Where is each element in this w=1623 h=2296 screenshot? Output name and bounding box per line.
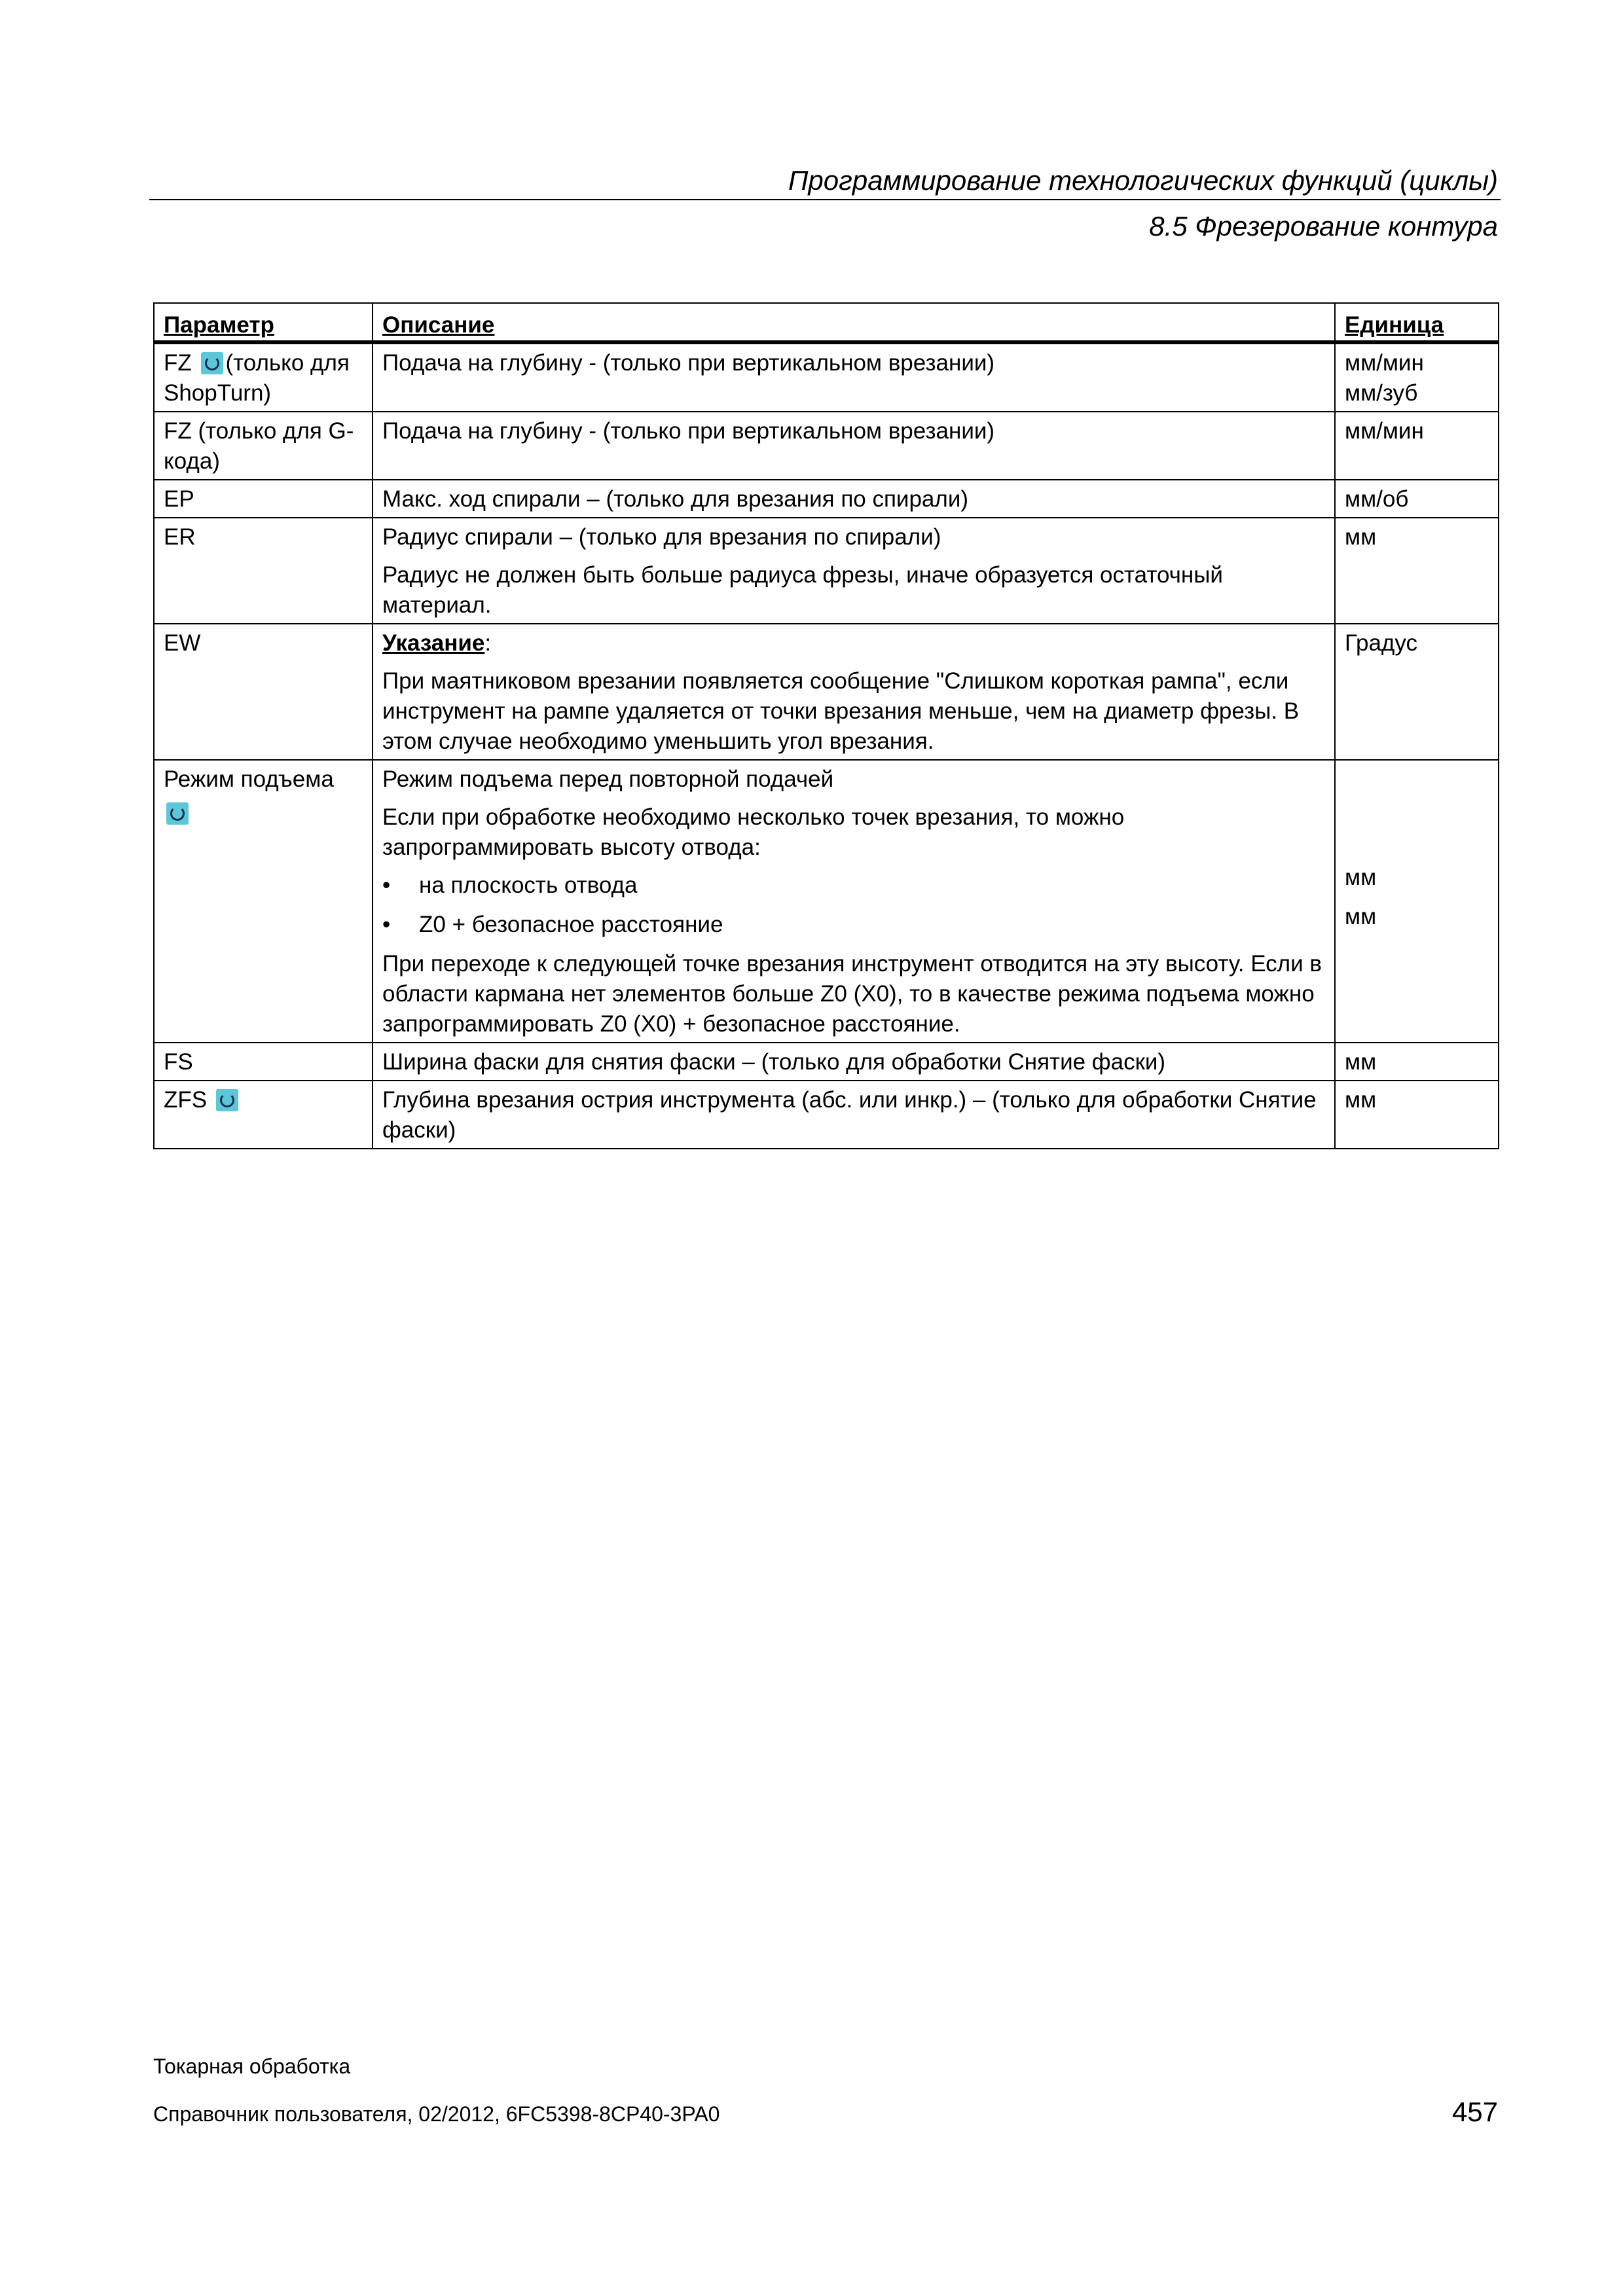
shopturn-icon (216, 1089, 238, 1111)
description-text: Подача на глубину - (только при вертикальном врезании) (382, 418, 995, 444)
table-row (154, 480, 1499, 518)
description-cell (373, 480, 1335, 518)
bullet-text: Z0 + безопасное расстояние (419, 912, 723, 937)
table-row (154, 518, 1499, 624)
param-qualifier: (только для ShopTurn) (164, 350, 350, 406)
unit-cell (1335, 518, 1499, 624)
description-text: Подача на глубину - (только при вертикальном врезании) (382, 350, 995, 376)
footer-document-info: Справочник пользователя, 02/2012, 6FC5398-8CP40-3PA0 (153, 2102, 720, 2126)
table-row (154, 342, 1499, 412)
table-row (154, 1081, 1499, 1149)
note-colon: : (484, 630, 492, 656)
description-cell (373, 1043, 1335, 1081)
column-header-description: Описание (373, 303, 1335, 342)
param-cell (154, 760, 373, 1043)
unit-cell (1335, 480, 1499, 518)
unit-value: мм/об (1345, 486, 1409, 512)
section-title: 8.5 Фрезерование контура (1149, 211, 1498, 242)
unit-value: мм (1345, 904, 1377, 929)
description-text: Если при обработке необходимо несколько точек врезания, то можно запрограммировать высоту отвода: (382, 804, 1125, 860)
unit-cell (1335, 412, 1499, 480)
table-row (154, 760, 1499, 1043)
param-name: FZ (164, 350, 192, 376)
param-cell (154, 1081, 373, 1149)
unit-cell (1335, 1081, 1499, 1149)
list-item (382, 910, 1325, 940)
param-cell: EP (154, 480, 373, 518)
unit-value: Градус (1345, 630, 1417, 656)
bullet-icon: • (382, 912, 391, 937)
description-text: При маятниковом врезании появляется сообщение "Слишком короткая рампа", если инструмент на рампе удаляется от точки врезания меньше, чем на диаметр фрезы. В этом случае необходимо уменьшить угол врезания. (382, 668, 1300, 754)
unit-value: мм/мин (1345, 418, 1424, 444)
description-text: Режим подъема перед повторной подачей (382, 766, 834, 792)
bullet-icon: • (382, 872, 391, 898)
unit-value: мм (1345, 1049, 1377, 1075)
header-divider (149, 199, 1501, 200)
table-header-row (154, 303, 1499, 342)
note-label: Указание (382, 630, 485, 656)
param-name: Режим подъема (164, 766, 334, 792)
param-cell: FS (154, 1043, 373, 1081)
description-text: Радиус спирали – (только для врезания по спирали) (382, 524, 941, 550)
description-cell (373, 342, 1335, 412)
page-header (149, 164, 1501, 243)
description-text: При переходе к следующей точке врезания инструмент отводится на эту высоту. Если в области кармана нет элементов больше Z0 (X0), то в качестве режима подъема можно запрограммировать Z0 (X0) + безопасное расстояние. (382, 951, 1322, 1037)
table-row (154, 624, 1499, 760)
unit-cell (1335, 760, 1499, 1043)
param-cell (154, 342, 373, 412)
shopturn-icon (166, 802, 189, 825)
chapter-title: Программирование технологических функций (циклы) (788, 165, 1498, 196)
description-cell (373, 412, 1335, 480)
parameter-table (153, 302, 1499, 1149)
unit-cell (1335, 624, 1499, 760)
description-text: Макс. ход спирали – (только для врезания по спирали) (382, 486, 969, 512)
page-number: 457 (1451, 2096, 1498, 2127)
description-text: Глубина врезания острия инструмента (абс. или инкр.) – (только для обработки Снятие фаски) (382, 1087, 1317, 1143)
note-heading (382, 628, 1325, 658)
param-cell: FZ (только для G-кода) (154, 412, 373, 480)
unit-cell (1335, 342, 1499, 412)
column-header-parameter: Параметр (154, 303, 373, 342)
description-text: Радиус не должен быть больше радиуса фрезы, иначе образуется остаточный материал. (382, 562, 1223, 618)
list-item (382, 870, 1325, 901)
unit-value: мм/мин (1345, 350, 1424, 376)
unit-value: мм (1345, 865, 1377, 890)
description-cell (373, 760, 1335, 1043)
unit-cell (1335, 1043, 1499, 1081)
param-cell: ER (154, 518, 373, 624)
footer-product: Токарная обработка (153, 2054, 351, 2078)
shopturn-icon (201, 352, 223, 374)
unit-value: мм/зуб (1345, 380, 1418, 406)
table-row (154, 412, 1499, 480)
bullet-text: на плоскость отвода (419, 872, 638, 898)
page-footer (153, 2052, 1498, 2128)
description-cell (373, 1081, 1335, 1149)
param-name: ZFS (164, 1087, 208, 1113)
description-text: Ширина фаски для снятия фаски – (только для обработки Снятие фаски) (382, 1049, 1166, 1075)
param-cell: EW (154, 624, 373, 760)
unit-value: мм (1345, 1087, 1377, 1113)
description-cell (373, 624, 1335, 760)
column-header-unit: Единица (1335, 303, 1499, 342)
unit-value: мм (1345, 524, 1377, 550)
table-row (154, 1043, 1499, 1081)
description-cell (373, 518, 1335, 624)
